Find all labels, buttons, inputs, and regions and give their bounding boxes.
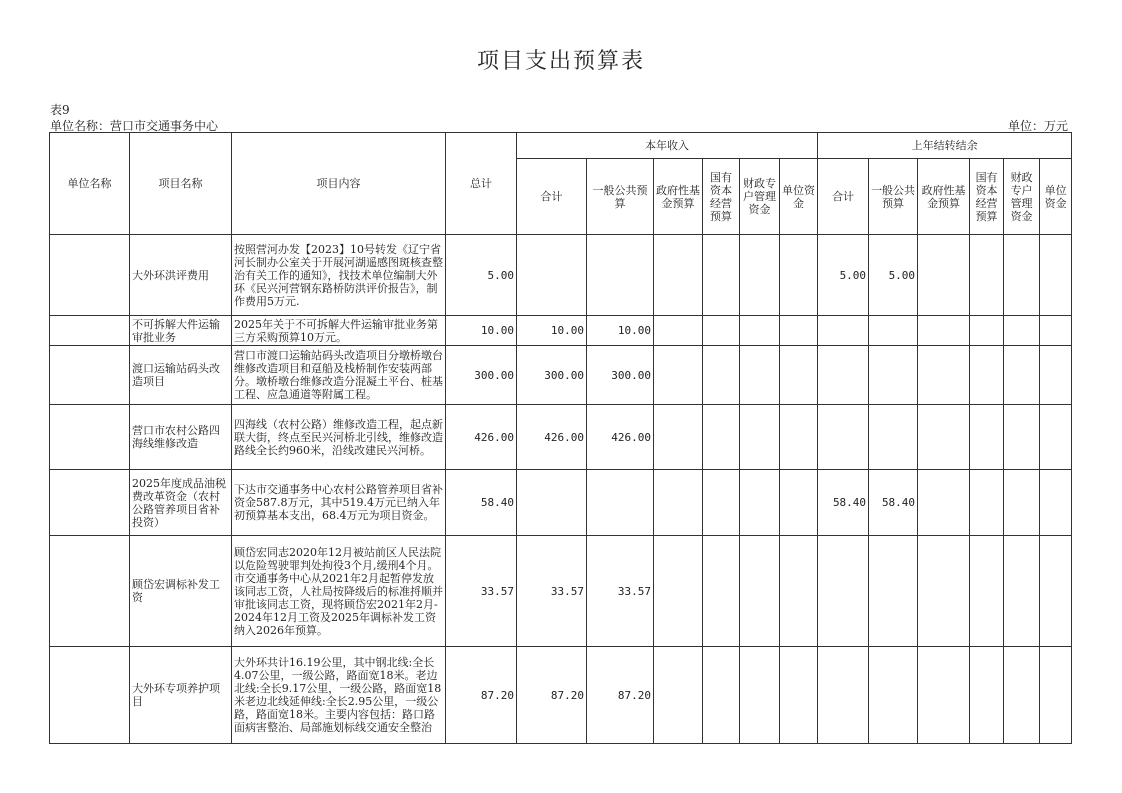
currency-unit-label: 单位：万元 xyxy=(1007,119,1068,133)
row-cur-state-capital xyxy=(703,536,740,647)
row-prev-general: 5.00 xyxy=(869,235,918,316)
row-prev-gov-fund xyxy=(918,235,970,316)
row-cur-unit-fund xyxy=(780,536,818,647)
row-prev-state-capital xyxy=(970,235,1004,316)
row-cur-unit-fund xyxy=(780,405,818,470)
header-prev-gov-fund: 政府性基金预算 xyxy=(918,159,970,235)
row-prev-gov-fund xyxy=(918,405,970,470)
row-cur-state-capital xyxy=(703,470,740,536)
row-prev-state-capital xyxy=(970,316,1004,346)
table-row xyxy=(50,647,1072,744)
row-cur-general: 10.00 xyxy=(587,316,654,346)
row-cur-special xyxy=(740,536,780,647)
header-cur-state-capital: 国有资本经营预算 xyxy=(703,159,740,235)
row-prev-subtotal xyxy=(818,647,869,744)
header-prev-state-capital: 国有资本经营预算 xyxy=(970,159,1004,235)
row-prev-special xyxy=(1004,346,1040,405)
row-prev-state-capital xyxy=(970,346,1004,405)
budget-table xyxy=(49,132,1072,744)
row-cur-unit-fund xyxy=(780,647,818,744)
row-project-content: 下达市交通事务中心农村公路管养项目省补资金587.8万元，其中519.4万元已纳入年初预算基本支出，68.4万元为项目资金。 xyxy=(232,470,446,536)
row-project-content: 大外环共计16.19公里，其中钢北线:全长4.07公里，一级公路，路面宽18米。老边北线:全长9.17公里，一级公路，路面宽18米老边北线延伸线:全长2.95公里，一级公路，路面宽18米。主要内容包括：路口路面病害整治、局部施划标线交通安全整治 xyxy=(232,647,446,744)
row-unit xyxy=(50,536,130,647)
row-prev-general xyxy=(869,536,918,647)
row-unit xyxy=(50,405,130,470)
row-cur-special xyxy=(740,346,780,405)
row-prev-unit-fund xyxy=(1040,647,1072,744)
row-project-name: 渡口运输站码头改造项目 xyxy=(130,346,232,405)
row-cur-subtotal xyxy=(517,235,587,316)
header-cur-special-account: 财政专户管理资金 xyxy=(740,159,780,235)
row-unit xyxy=(50,346,130,405)
row-total: 33.57 xyxy=(446,536,517,647)
row-cur-state-capital xyxy=(703,405,740,470)
header-cur-general-budget: 一般公共预算 xyxy=(587,159,654,235)
row-project-content: 营口市渡口运输站码头改造项目分墩桥墩台维修改造项目和趸船及栈桥制作安装两部分。墩桥墩台维修改造分混凝土平台、桩基工程、应急通道等附属工程。 xyxy=(232,346,446,405)
row-project-name: 营口市农村公路四海线维修改造 xyxy=(130,405,232,470)
row-project-content: 按照营河办发【2023】10号转发《辽宁省河长制办公室关于开展河湖遥感图斑核查整治有关工作的通知》，找技术单位编制大外环《民兴河营钢东路桥防洪评价报告》，制作费用5万元. xyxy=(232,235,446,316)
row-cur-special xyxy=(740,647,780,744)
row-project-content: 顾岱宏同志2020年12月被站前区人民法院以危险驾驶罪判处拘役3个月,缓刑4个月。市交通事务中心从2021年2月起暂停发放该同志工资，人社局按降级后的标准捋顺并审批该同志工资，现将顾岱宏2021年2月-2024年12月工资及2025年调标补发工资纳入2026年预算。 xyxy=(232,536,446,647)
unit-name-label: 单位名称：营口市交通事务中心 xyxy=(50,119,219,133)
row-prev-special xyxy=(1004,647,1040,744)
row-prev-unit-fund xyxy=(1040,405,1072,470)
row-total: 426.00 xyxy=(446,405,517,470)
row-prev-gov-fund xyxy=(918,316,970,346)
row-cur-special xyxy=(740,470,780,536)
row-total: 87.20 xyxy=(446,647,517,744)
row-cur-general: 33.57 xyxy=(587,536,654,647)
row-unit xyxy=(50,235,130,316)
row-total: 10.00 xyxy=(446,316,517,346)
row-prev-special xyxy=(1004,405,1040,470)
header-total: 总计 xyxy=(446,133,517,235)
row-prev-state-capital xyxy=(970,647,1004,744)
row-cur-state-capital xyxy=(703,316,740,346)
row-cur-unit-fund xyxy=(780,470,818,536)
row-prev-unit-fund xyxy=(1040,235,1072,316)
row-cur-general: 87.20 xyxy=(587,647,654,744)
row-project-content: 四海线（农村公路）维修改造工程，起点新联大街，终点至民兴河桥北引线，维修改造路线全长约960米，沿线改建民兴河桥。 xyxy=(232,405,446,470)
row-cur-gov-fund xyxy=(654,316,703,346)
row-project-name: 不可拆解大件运输审批业务 xyxy=(130,316,232,346)
row-cur-unit-fund xyxy=(780,346,818,405)
row-cur-subtotal: 300.00 xyxy=(517,346,587,405)
row-project-name: 2025年度成品油税费改革资金（农村公路管养项目省补投资） xyxy=(130,470,232,536)
header-cur-unit-fund: 单位资金 xyxy=(780,159,818,235)
row-prev-gov-fund xyxy=(918,346,970,405)
row-prev-subtotal xyxy=(818,316,869,346)
row-prev-special xyxy=(1004,235,1040,316)
table-row xyxy=(50,405,1072,470)
row-total: 5.00 xyxy=(446,235,517,316)
row-cur-subtotal xyxy=(517,470,587,536)
row-unit xyxy=(50,470,130,536)
header-cur-gov-fund: 政府性基金预算 xyxy=(654,159,703,235)
row-prev-state-capital xyxy=(970,470,1004,536)
row-prev-general xyxy=(869,346,918,405)
row-cur-gov-fund xyxy=(654,346,703,405)
header-prev-subtotal: 合计 xyxy=(818,159,869,235)
row-prev-unit-fund xyxy=(1040,346,1072,405)
row-project-name: 大外环洪评费用 xyxy=(130,235,232,316)
table-row xyxy=(50,316,1072,346)
row-cur-subtotal: 33.57 xyxy=(517,536,587,647)
table-row xyxy=(50,470,1072,536)
row-prev-special xyxy=(1004,470,1040,536)
row-cur-unit-fund xyxy=(780,316,818,346)
row-prev-subtotal: 58.40 xyxy=(818,470,869,536)
row-prev-special xyxy=(1004,316,1040,346)
row-cur-gov-fund xyxy=(654,647,703,744)
row-prev-unit-fund xyxy=(1040,470,1072,536)
row-project-name: 大外环专项养护项目 xyxy=(130,647,232,744)
row-prev-gov-fund xyxy=(918,536,970,647)
header-unit-name: 单位名称 xyxy=(50,133,130,235)
header-project-content: 项目内容 xyxy=(232,133,446,235)
row-project-content: 2025年关于不可拆解大件运输审批业务第三方采购预算10万元。 xyxy=(232,316,446,346)
row-prev-unit-fund xyxy=(1040,536,1072,647)
row-prev-general: 58.40 xyxy=(869,470,918,536)
row-prev-subtotal xyxy=(818,346,869,405)
row-prev-subtotal: 5.00 xyxy=(818,235,869,316)
row-total: 58.40 xyxy=(446,470,517,536)
row-cur-general: 426.00 xyxy=(587,405,654,470)
table-row xyxy=(50,235,1072,316)
row-cur-state-capital xyxy=(703,235,740,316)
row-cur-subtotal: 87.20 xyxy=(517,647,587,744)
row-cur-special xyxy=(740,235,780,316)
row-cur-state-capital xyxy=(703,647,740,744)
page-title: 项目支出预算表 xyxy=(476,49,645,74)
row-prev-general xyxy=(869,316,918,346)
row-cur-special xyxy=(740,316,780,346)
table-number: 表9 xyxy=(50,103,70,117)
row-prev-general xyxy=(869,647,918,744)
row-cur-general xyxy=(587,470,654,536)
row-prev-subtotal xyxy=(818,536,869,647)
header-current-year-income: 本年收入 xyxy=(517,133,818,159)
header-cur-subtotal: 合计 xyxy=(517,159,587,235)
row-cur-general: 300.00 xyxy=(587,346,654,405)
row-prev-special xyxy=(1004,536,1040,647)
row-prev-gov-fund xyxy=(918,647,970,744)
row-cur-subtotal: 426.00 xyxy=(517,405,587,470)
row-cur-gov-fund xyxy=(654,470,703,536)
row-project-name: 顾岱宏调标补发工资 xyxy=(130,536,232,647)
row-cur-gov-fund xyxy=(654,536,703,647)
row-prev-unit-fund xyxy=(1040,316,1072,346)
row-prev-gov-fund xyxy=(918,470,970,536)
row-cur-subtotal: 10.00 xyxy=(517,316,587,346)
row-unit xyxy=(50,316,130,346)
row-prev-general xyxy=(869,405,918,470)
row-cur-general xyxy=(587,235,654,316)
header-prev-year-carryover: 上年结转结余 xyxy=(818,133,1072,159)
row-total: 300.00 xyxy=(446,346,517,405)
header-prev-special-account: 财政专户管理资金 xyxy=(1004,159,1040,235)
table-row xyxy=(50,346,1072,405)
row-prev-subtotal xyxy=(818,405,869,470)
header-prev-unit-fund: 单位资金 xyxy=(1040,159,1072,235)
row-cur-special xyxy=(740,405,780,470)
row-cur-gov-fund xyxy=(654,405,703,470)
header-project-name: 项目名称 xyxy=(130,133,232,235)
row-prev-state-capital xyxy=(970,536,1004,647)
row-unit xyxy=(50,647,130,744)
row-cur-state-capital xyxy=(703,346,740,405)
header-prev-general-budget: 一般公共预算 xyxy=(869,159,918,235)
table-row xyxy=(50,536,1072,647)
row-cur-gov-fund xyxy=(654,235,703,316)
row-cur-unit-fund xyxy=(780,235,818,316)
row-prev-state-capital xyxy=(970,405,1004,470)
